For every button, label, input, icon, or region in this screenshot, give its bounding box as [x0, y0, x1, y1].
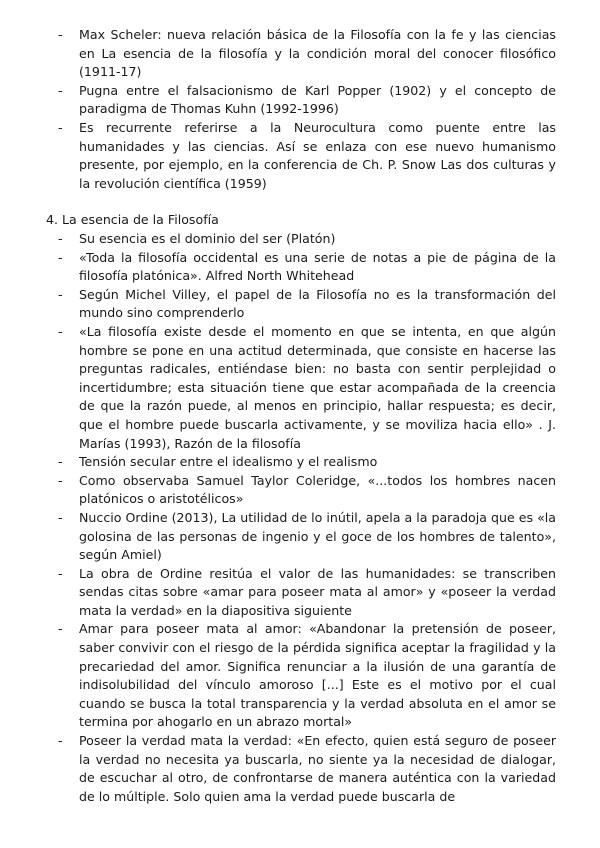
list-item — [0, 323, 600, 453]
list-item — [0, 472, 600, 509]
top-bullet-list — [0, 26, 600, 193]
bullet-dash: - — [58, 509, 63, 525]
bullet-dash: - — [58, 565, 63, 581]
list-item — [0, 26, 600, 82]
list-item-text: Amar para poseer mata al amor: «Abandonar la pretensión de poseer, saber convivir con el riesgo de la pérdida significa aceptar la fragilidad y la precariedad del amor. Significa renunciar a la ilusión de una garantía de indisolubilidad del vínculo amoroso [...] Este es el motivo por el cual cuando se busca la total transparencia y la verdad absoluta en el amor se termina por ahogarlo en un abrazo mortal» — [79, 621, 556, 730]
list-item — [0, 230, 600, 249]
list-item-text: La obra de Ordine resitúa el valor de las humanidades: se transcriben sendas citas sobre «amar para poseer mata al amor» y «poseer la verdad mata la verdad» en la diapositiva siguiente — [79, 565, 556, 618]
list-item-text: Su esencia es el dominio del ser (Platón) — [79, 231, 336, 246]
bullet-dash: - — [58, 286, 63, 302]
section-bullet-list — [0, 230, 600, 806]
bullet-dash: - — [58, 454, 63, 470]
list-item — [0, 732, 600, 806]
list-item — [0, 509, 600, 565]
list-item-text: «Toda la filosofía occidental es una serie de notas a pie de página de la filosofía platónica». Alfred North Whitehead — [79, 249, 556, 284]
list-item — [0, 565, 600, 621]
bullet-dash: - — [58, 323, 63, 339]
list-item — [0, 286, 600, 323]
bullet-dash: - — [58, 472, 63, 488]
section-heading: 4. La esencia de la Filosofía — [46, 212, 219, 227]
list-item — [0, 453, 600, 472]
list-item — [0, 620, 600, 732]
bullet-dash: - — [58, 231, 63, 246]
list-item — [0, 82, 600, 119]
list-item-text: Poseer la verdad mata la verdad: «En efecto, quien está seguro de poseer la verdad no necesita ya buscarla, no siente ya la necesidad de dialogar, de escuchar al otro, de confrontarse de manera auténtica con la variedad de lo múltiple. Solo quien ama la verdad puede buscarla de — [79, 733, 556, 804]
list-item-text: Tensión secular entre el idealismo y el realismo — [79, 454, 378, 470]
list-item-text: «La filosofía existe desde el momento en que se intenta, en que algún hombre se pone en una actitud determinada, que consiste en hacerse las preguntas radicales, entiéndase bien: no basta con sentir perplejidad o incertidumbre; esta situación tiene que estar acompañada de la creencia de que la razón puede, al menos en principio, hallar respuesta; es decir, que el hombre puede buscarla activamente, y se moviliza hacia ello» . J. Marías (1993), Razón de la filosofía — [79, 323, 556, 451]
list-item-text: Nuccio Ordine (2013), La utilidad de lo inútil, apela a la paradoja que es «la golosina de las personas de ingenio y el goce de los hombres de talento», según Amiel) — [79, 509, 556, 563]
bullet-dash: - — [58, 119, 63, 135]
bullet-dash: - — [58, 621, 63, 637]
list-item-text: Como observaba Samuel Taylor Coleridge, «...todos los hombres nacen platónicos o aristotélicos» — [79, 472, 556, 507]
list-item — [0, 119, 600, 193]
list-item-text: Max Scheler: nueva relación básica de la Filosofía con la fe y las ciencias en La esencia de la filosofía y la condición moral del conocer filosófico (1911-17) — [79, 27, 556, 80]
bullet-dash: - — [58, 27, 63, 42]
list-item — [0, 249, 600, 286]
bullet-dash: - — [58, 249, 63, 265]
list-item-text: Según Michel Villey, el papel de la Filosofía no es la transformación del mundo sino comprenderlo — [79, 286, 556, 321]
list-item-text: Es recurrente referirse a la Neurocultura como puente entre las humanidades y las ciencias. Así se enlaza con ese nuevo humanismo presente, por ejemplo, en la conferencia de Ch. P. Snow Las dos culturas y la revolución científica (1959) — [79, 119, 556, 191]
bullet-dash: - — [58, 733, 63, 749]
bullet-dash: - — [58, 82, 63, 98]
list-item-text: Pugna entre el falsacionismo de Karl Popper (1902) y el concepto de paradigma de Thomas Kuhn (1992-1996) — [79, 82, 556, 117]
